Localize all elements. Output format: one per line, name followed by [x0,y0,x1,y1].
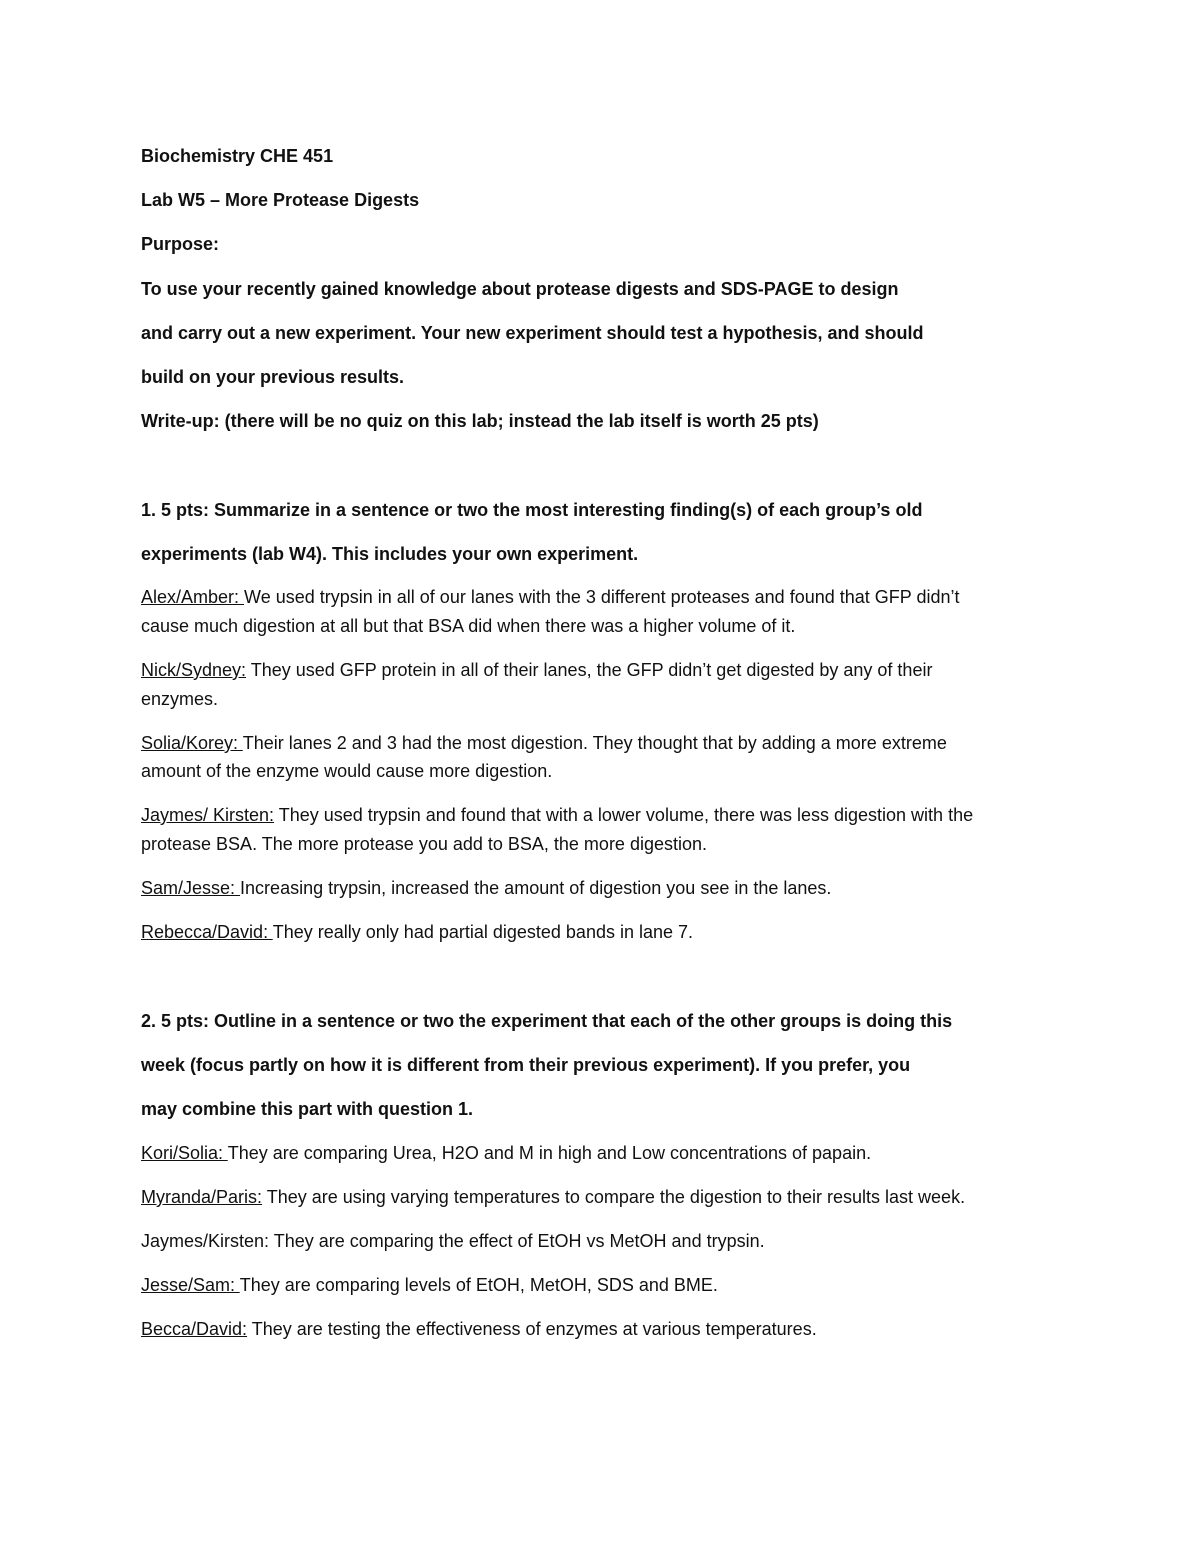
answer-jaymes-kirsten-line-1 [141,803,973,827]
lab-title: Lab W5 – More Protease Digests [141,190,420,210]
answer-text: Increasing trypsin, increased the amount of digestion you see in the lanes. [240,878,832,898]
answer-myranda-paris [141,1185,965,1209]
answer-text: They are testing the effectiveness of enzymes at various temperatures. [247,1319,817,1339]
question-2-prompt-line-3: may combine this part with question 1. [141,1099,474,1119]
group-name-becca-david: Becca/David: [141,1319,248,1339]
answer-text: They are comparing levels of EtOH, MetOH, SDS and BME. [239,1275,718,1295]
question-1-prompt-line-2: experiments (lab W4). This includes your own experiment. [141,544,639,564]
answer-text: We used trypsin in all of our lanes with the 3 different proteases and found that GFP didn’t [244,587,960,607]
answer-text: They used GFP protein in all of their lanes, the GFP didn’t get digested by any of their [246,660,933,680]
answer-text: They are using varying temperatures to compare the digestion to their results last week. [262,1187,966,1207]
answer-text: They really only had partial digested bands in lane 7. [272,922,694,942]
answer-text: Their lanes 2 and 3 had the most digestion. They thought that by adding a more extreme [242,733,947,753]
answer-text: They are comparing Urea, H2O and M in high and Low concentrations of papain. [227,1143,872,1163]
answer-nick-sydney-line-1 [141,658,932,682]
answer-jaymes-kirsten-week: Jaymes/Kirsten: They are comparing the effect of EtOH vs MetOH and trypsin. [141,1231,765,1251]
answer-nick-sydney-line-2: enzymes. [141,689,219,709]
purpose-label: Purpose: [141,234,220,254]
course-title: Biochemistry CHE 451 [141,146,334,166]
answer-alex-amber-line-1 [141,585,959,609]
group-name-nick-sydney: Nick/Sydney: [141,660,247,680]
purpose-line-2: and carry out a new experiment. Your new experiment should test a hypothesis, and should [141,323,924,343]
answer-jesse-sam [141,1273,718,1297]
group-name-sam-jesse: Sam/Jesse: [141,878,241,898]
group-name-alex-amber: Alex/Amber: [141,587,245,607]
group-name-solia-korey: Solia/Korey: [141,733,243,753]
answer-sam-jesse [141,876,831,900]
group-name-jaymes-kirsten: Jaymes/ Kirsten: [141,805,275,825]
question-1-prompt-line-1: 1. 5 pts: Summarize in a sentence or two the most interesting finding(s) of each group’s old [141,500,923,520]
answer-solia-korey-line-1 [141,731,947,755]
answer-jaymes-kirsten-line-2: protease BSA. The more protease you add to BSA, the more digestion. [141,834,707,854]
answer-kori-solia [141,1141,871,1165]
group-name-kori-solia: Kori/Solia: [141,1143,228,1163]
writeup-note: Write-up: (there will be no quiz on this lab; instead the lab itself is worth 25 pts) [141,411,819,431]
group-name-jesse-sam: Jesse/Sam: [141,1275,240,1295]
answer-solia-korey-line-2: amount of the enzyme would cause more digestion. [141,761,553,781]
answer-rebecca-david [141,920,693,944]
question-2-prompt-line-2: week (focus partly on how it is different from their previous experiment). If you prefer, you [141,1055,911,1075]
answer-becca-david [141,1317,817,1341]
group-name-rebecca-david: Rebecca/David: [141,922,273,942]
group-name-myranda-paris: Myranda/Paris: [141,1187,263,1207]
question-2-prompt-line-1: 2. 5 pts: Outline in a sentence or two the experiment that each of the other groups is doing this [141,1011,953,1031]
purpose-line-3: build on your previous results. [141,367,405,387]
answer-text: They used trypsin and found that with a lower volume, there was less digestion with the [274,805,974,825]
answer-alex-amber-line-2: cause much digestion at all but that BSA did when there was a higher volume of it. [141,616,796,636]
purpose-line-1: To use your recently gained knowledge about protease digests and SDS-PAGE to design [141,279,899,299]
